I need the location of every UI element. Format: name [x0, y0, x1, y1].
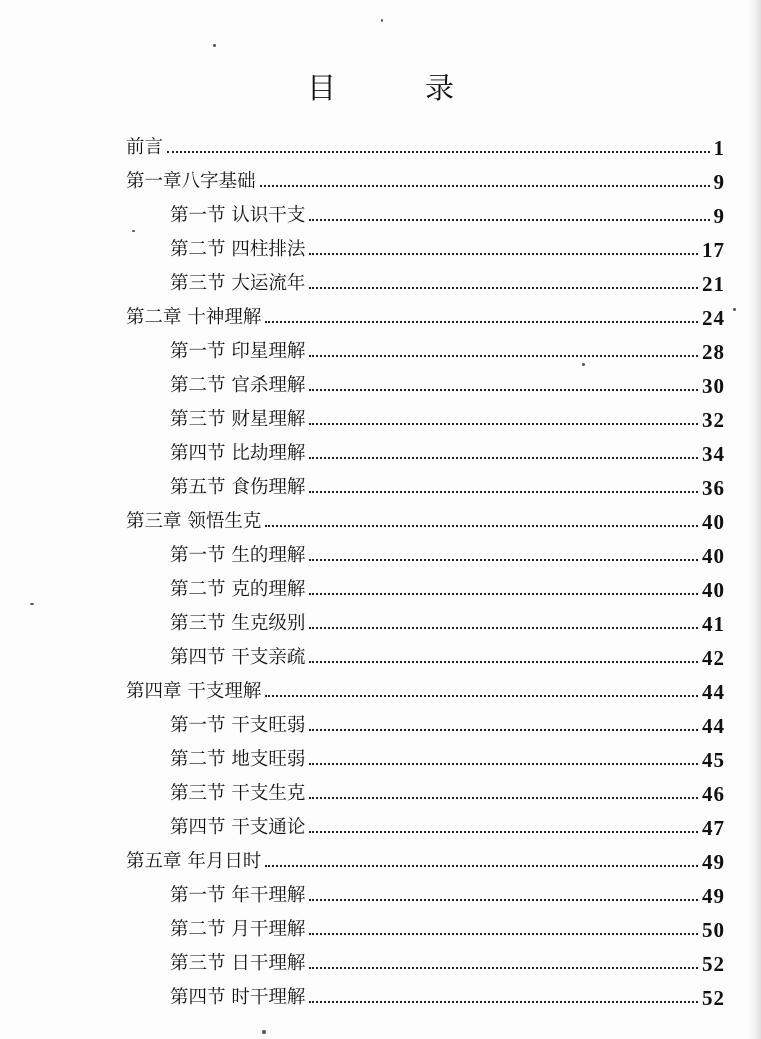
toc-page-number: 49	[702, 850, 725, 874]
dot-leader	[309, 355, 698, 357]
dot-leader	[167, 151, 709, 153]
toc-chapter-row	[0, 158, 761, 192]
toc-page-number: 32	[702, 408, 725, 432]
toc-section-row	[0, 566, 761, 600]
toc-section-row	[0, 430, 761, 464]
toc-page-number: 24	[702, 306, 725, 330]
dot-leader	[309, 559, 698, 561]
scan-speck	[213, 44, 216, 47]
toc-chapter-row	[0, 294, 761, 328]
dot-leader	[309, 593, 698, 595]
toc-page-number: 42	[702, 646, 725, 670]
toc-entry-title: 第二章 十神理解	[126, 307, 262, 328]
scan-speck	[30, 603, 34, 605]
toc-section-row	[0, 600, 761, 634]
scan-speck	[262, 1030, 266, 1034]
toc-entry-title: 第四节 比劫理解	[170, 443, 306, 464]
toc-section-row	[0, 464, 761, 498]
toc-page-number: 40	[702, 544, 725, 568]
toc-entry-title: 第一节 认识干支	[170, 205, 306, 226]
toc-page-number: 52	[702, 986, 725, 1010]
dot-leader	[265, 321, 698, 323]
toc-entry-title: 第四节 时干理解	[170, 987, 306, 1008]
toc-page-number: 40	[702, 510, 725, 534]
dot-leader	[309, 423, 698, 425]
toc-page-number: 9	[713, 204, 725, 228]
dot-leader	[265, 695, 698, 697]
dot-leader	[309, 627, 698, 629]
toc-page-number: 30	[702, 374, 725, 398]
toc-entry-title: 第二节 四柱排法	[170, 239, 306, 260]
toc-entry-title: 第一节 生的理解	[170, 545, 306, 566]
toc-page-number: 28	[702, 340, 725, 364]
toc-page-number: 52	[702, 952, 725, 976]
toc-page-number: 41	[702, 612, 725, 636]
dot-leader	[309, 1001, 698, 1003]
toc-page-number: 21	[702, 272, 725, 296]
toc-section-row	[0, 396, 761, 430]
dot-leader	[265, 525, 698, 527]
toc-section-row	[0, 804, 761, 838]
dot-leader	[309, 763, 698, 765]
toc-entry-title: 第一节 印星理解	[170, 341, 306, 362]
scan-speck	[132, 230, 135, 232]
toc-page-number: 36	[702, 476, 725, 500]
toc-entry-title: 第三节 日干理解	[170, 953, 306, 974]
toc-entry-title: 第三节 大运流年	[170, 273, 306, 294]
toc-section-row	[0, 362, 761, 396]
toc-page-number: 50	[702, 918, 725, 942]
dot-leader	[309, 797, 698, 799]
toc-entry-title: 第一节 干支旺弱	[170, 715, 306, 736]
toc-section-row	[0, 192, 761, 226]
toc-entry-title: 第三节 生克级别	[170, 613, 306, 634]
toc-entry-title: 第二节 月干理解	[170, 919, 306, 940]
toc-entry-title: 第二节 官杀理解	[170, 375, 306, 396]
dot-leader	[309, 389, 698, 391]
toc-entry-title: 第四章 干支理解	[126, 681, 262, 702]
dot-leader	[309, 219, 709, 221]
toc-entry-title: 第一节 年干理解	[170, 885, 306, 906]
toc-entry-title: 第一章八字基础	[126, 171, 256, 192]
dot-leader	[309, 287, 698, 289]
dot-leader	[260, 185, 710, 187]
toc-section-row	[0, 906, 761, 940]
scan-speck	[582, 363, 585, 366]
toc-entry-title: 前言	[126, 137, 164, 158]
toc-entry-title: 第三节 干支生克	[170, 783, 306, 804]
dot-leader	[265, 865, 698, 867]
toc-section-row	[0, 702, 761, 736]
dot-leader	[309, 933, 698, 935]
toc-entry-title: 第三节 财星理解	[170, 409, 306, 430]
toc-chapter-row	[0, 498, 761, 532]
toc-section-row	[0, 736, 761, 770]
toc-page-number: 47	[702, 816, 725, 840]
toc-entry-title: 第五节 食伤理解	[170, 477, 306, 498]
toc-entry-title: 第四节 干支亲疏	[170, 647, 306, 668]
toc-page-number: 40	[702, 578, 725, 602]
toc-chapter-row	[0, 838, 761, 872]
dot-leader	[309, 729, 698, 731]
toc-section-row	[0, 226, 761, 260]
dot-leader	[309, 253, 698, 255]
toc-section-row	[0, 940, 761, 974]
table-of-contents	[0, 124, 761, 1008]
toc-section-row	[0, 872, 761, 906]
toc-section-row	[0, 328, 761, 362]
toc-chapter-row	[0, 668, 761, 702]
toc-page-number: 49	[702, 884, 725, 908]
toc-entry-title: 第四节 干支通论	[170, 817, 306, 838]
dot-leader	[309, 967, 698, 969]
dot-leader	[309, 831, 698, 833]
toc-entry-title: 第五章 年月日时	[126, 851, 262, 872]
toc-page-number: 17	[702, 238, 725, 262]
toc-section-row	[0, 770, 761, 804]
toc-page-number: 44	[702, 680, 725, 704]
scan-speck	[733, 308, 736, 311]
toc-chapter-row	[0, 124, 761, 158]
dot-leader	[309, 457, 698, 459]
toc-page-number: 34	[702, 442, 725, 466]
dot-leader	[309, 899, 698, 901]
toc-entry-title: 第二节 地支旺弱	[170, 749, 306, 770]
dot-leader	[309, 491, 698, 493]
toc-page-number: 44	[702, 714, 725, 738]
toc-section-row	[0, 260, 761, 294]
toc-section-row	[0, 974, 761, 1008]
toc-section-row	[0, 532, 761, 566]
toc-page-number: 1	[713, 136, 725, 160]
toc-page-number: 46	[702, 782, 725, 806]
toc-page-number: 9	[713, 170, 725, 194]
toc-entry-title: 第二节 克的理解	[170, 579, 306, 600]
scan-speck	[381, 19, 383, 22]
toc-section-row	[0, 634, 761, 668]
dot-leader	[309, 661, 698, 663]
toc-entry-title: 第三章 领悟生克	[126, 511, 262, 532]
toc-page-number: 45	[702, 748, 725, 772]
page-title: 目 录	[306, 71, 484, 105]
